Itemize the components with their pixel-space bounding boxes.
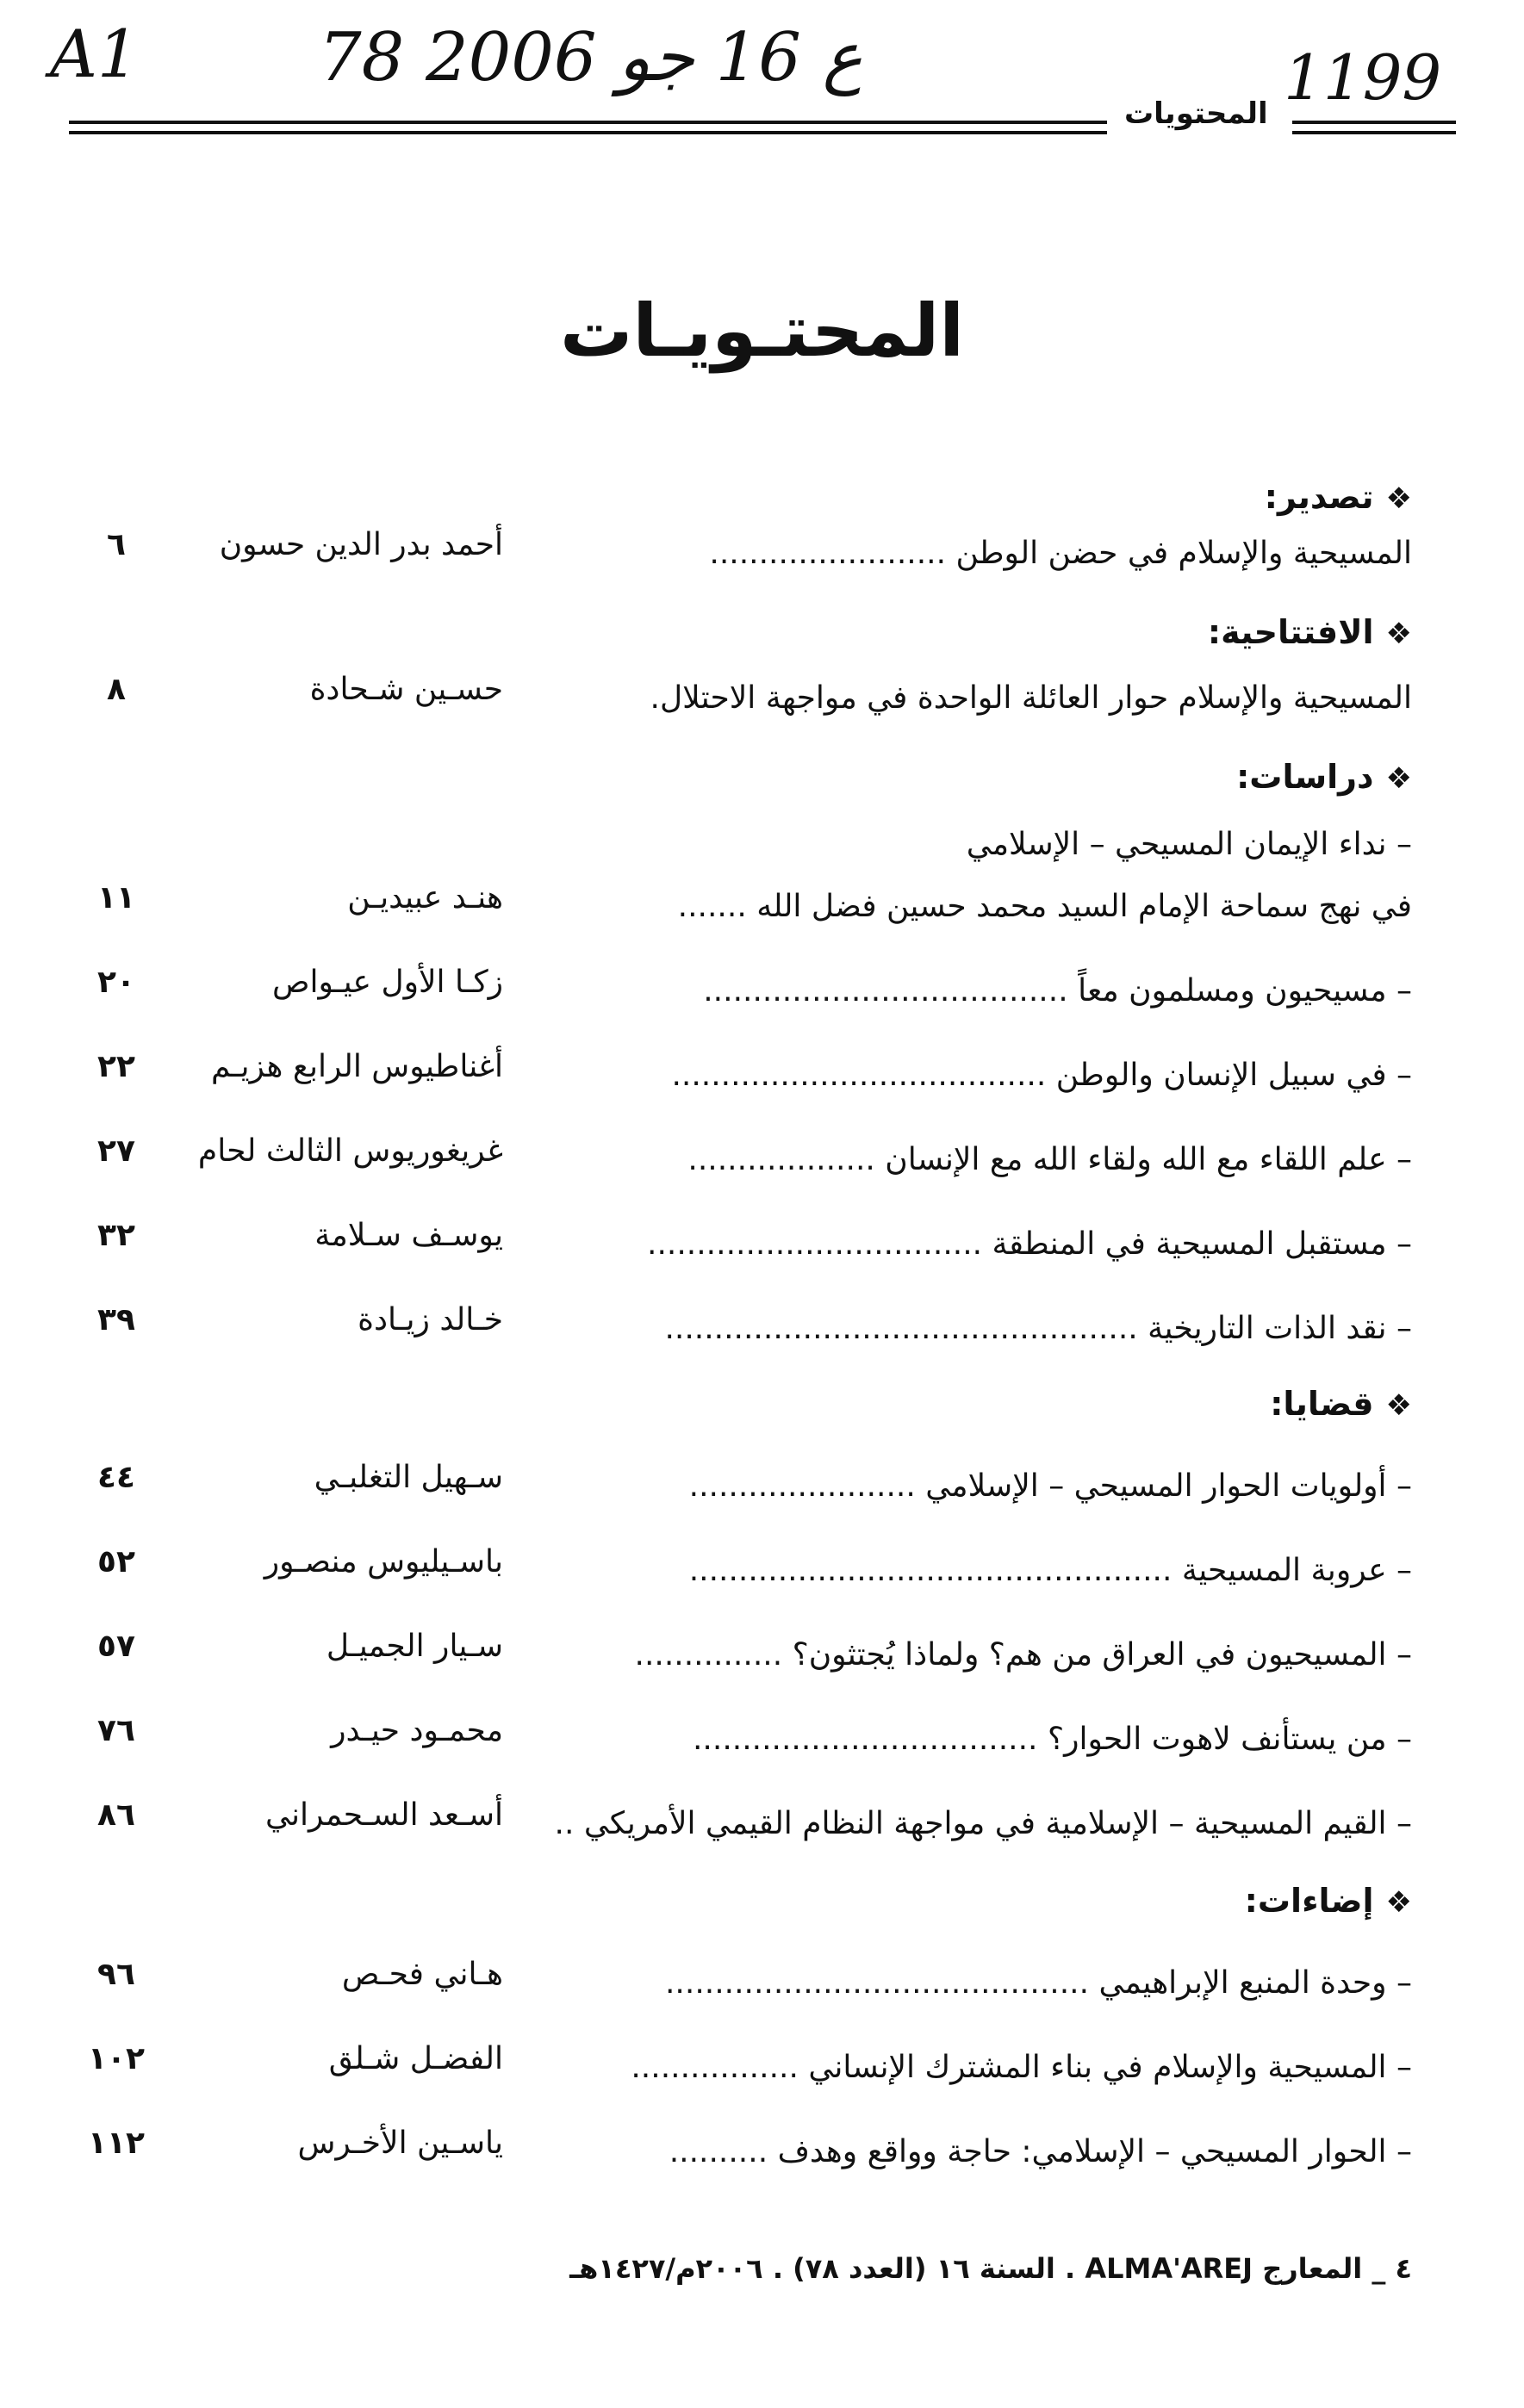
toc-entry-title: – نقد الذات التاريخية ................................................ bbox=[664, 1311, 1412, 1346]
diamond-bullet-icon: ❖ bbox=[1385, 761, 1412, 796]
toc-entry-title: – علم اللقاء مع الله ولقاء الله مع الإنسان ................... bbox=[687, 1142, 1412, 1177]
toc-entry-author: يوسـف سـلامة bbox=[314, 1218, 503, 1253]
toc-entry-title: المسيحية والإسلام حوار العائلة الواحدة في مواجهة الاحتلال. bbox=[650, 680, 1412, 716]
toc-entry-page: ١١٢ bbox=[88, 2126, 145, 2161]
header-rule bbox=[1292, 121, 1456, 124]
toc-entry-title: – أولويات الحوار المسيحي – الإسلامي ....................... bbox=[688, 1468, 1412, 1504]
header-rule bbox=[1292, 131, 1456, 134]
toc-entry-page: ٥٢ bbox=[97, 1544, 135, 1579]
toc-entry-page: ٣٢ bbox=[97, 1218, 135, 1253]
toc-entry-page: ٤٤ bbox=[97, 1460, 135, 1495]
toc-entry-author: هنـد عبيديـن bbox=[347, 880, 503, 915]
toc-entry-author: هـاني فحـص bbox=[341, 1957, 503, 1992]
header-rule bbox=[69, 131, 1107, 134]
toc-entry-author: ياسـين الأخـرس bbox=[297, 2126, 503, 2161]
handwritten-code: A1 bbox=[50, 16, 140, 92]
toc-entry-author: خـالد زيـادة bbox=[358, 1302, 503, 1337]
toc-entry-author: أحمد بدر الدين حسون bbox=[219, 527, 503, 562]
section-heading: ❖قضايا: bbox=[1270, 1385, 1412, 1423]
toc-entry-page: ٩٦ bbox=[97, 1957, 135, 1992]
toc-entry-author: باسـيليوس منصـور bbox=[264, 1544, 503, 1579]
toc-entry-author: زكـا الأول عيـواص bbox=[271, 965, 503, 1000]
section-heading: ❖إضاءات: bbox=[1244, 1882, 1412, 1920]
toc-entry-page: ٨٦ bbox=[97, 1797, 135, 1833]
diamond-bullet-icon: ❖ bbox=[1385, 481, 1412, 516]
handwritten-issue-date: 78 ع 16 جو 2006 bbox=[319, 19, 863, 96]
running-header: المحتويات bbox=[1124, 96, 1268, 131]
section-heading: ❖تصدير: bbox=[1264, 478, 1412, 516]
toc-entry-page: ٢٠ bbox=[97, 965, 135, 1000]
toc-entry-author: سـهيل التغلبـي bbox=[314, 1460, 503, 1495]
toc-entry-title: المسيحية والإسلام في حضن الوطن ........................ bbox=[709, 536, 1412, 571]
toc-entry-title: في نهج سماحة الإمام السيد محمد حسين فضل الله ....... bbox=[677, 889, 1412, 924]
toc-entry-page: ٧٦ bbox=[97, 1713, 135, 1748]
page-title: المحتـويـات bbox=[559, 289, 965, 373]
handwritten-number: 1199 bbox=[1284, 41, 1442, 114]
diamond-bullet-icon: ❖ bbox=[1385, 1388, 1412, 1423]
toc-entry-page: ٦ bbox=[107, 527, 126, 562]
toc-entry-title-line1: – نداء الإيمان المسيحي – الإسلامي bbox=[966, 827, 1412, 862]
toc-entry-page: ١١ bbox=[97, 880, 135, 915]
section-heading: ❖دراسات: bbox=[1236, 758, 1412, 796]
toc-entry-title: – من يستأنف لاهوت الحوار؟ ................................... bbox=[692, 1722, 1412, 1757]
toc-entry-title: – مستقبل المسيحية في المنطقة .................................. bbox=[647, 1226, 1412, 1262]
toc-entry-title: – مسيحيون ومسلمون معاً ..................................... bbox=[703, 973, 1412, 1009]
toc-entry-author: حسـين شـحادة bbox=[309, 672, 503, 707]
toc-entry-title: – المسيحيون في العراق من هم؟ ولماذا يُجتثون؟ ............... bbox=[634, 1637, 1412, 1673]
toc-entry-title: – القيم المسيحية – الإسلامية في مواجهة النظام القيمي الأمريكي .. bbox=[554, 1806, 1412, 1841]
toc-entry-page: ٣٩ bbox=[97, 1302, 135, 1337]
toc-entry-title: – عروبة المسيحية ................................................. bbox=[688, 1553, 1412, 1588]
toc-entry-author: غريغوريوس الثالث لحام bbox=[197, 1133, 503, 1169]
toc-entry-page: ٢٢ bbox=[97, 1049, 135, 1084]
toc-entry-title: – المسيحية والإسلام في بناء المشترك الإنساني ................. bbox=[631, 2050, 1412, 2085]
toc-entry-author: الفضـل شـلق bbox=[328, 2041, 503, 2076]
toc-entry-title: – وحدة المنبع الإبراهيمي ........................................... bbox=[664, 1965, 1412, 2001]
toc-entry-page: ٨ bbox=[107, 672, 126, 707]
toc-entry-page: ٢٧ bbox=[97, 1133, 135, 1169]
page-footer: ٤ _ المعارج ALMA'AREJ . السنة ١٦ (العدد ٧٨) . ٢٠٠٦م/١٤٢٧هـ bbox=[569, 2252, 1412, 2285]
toc-entry-page: ٥٧ bbox=[97, 1629, 135, 1664]
toc-entry-title: – الحوار المسيحي – الإسلامي: حاجة وواقع وهدف .......... bbox=[669, 2134, 1412, 2169]
toc-entry-author: أسـعد السـحمراني bbox=[265, 1797, 503, 1833]
toc-entry-author: أغناطيوس الرابع هزيـم bbox=[211, 1049, 503, 1084]
diamond-bullet-icon: ❖ bbox=[1385, 1885, 1412, 1920]
toc-entry-author: سـيار الجميـل bbox=[326, 1629, 503, 1664]
toc-entry-page: ١٠٢ bbox=[88, 2041, 145, 2076]
section-heading: ❖الافتتاحية: bbox=[1207, 613, 1412, 651]
toc-entry-author: محمـود حيـدر bbox=[331, 1713, 503, 1748]
header-rule bbox=[69, 121, 1107, 124]
diamond-bullet-icon: ❖ bbox=[1385, 617, 1412, 651]
toc-entry-title: – في سبيل الإنسان والوطن ...................................... bbox=[671, 1058, 1412, 1093]
